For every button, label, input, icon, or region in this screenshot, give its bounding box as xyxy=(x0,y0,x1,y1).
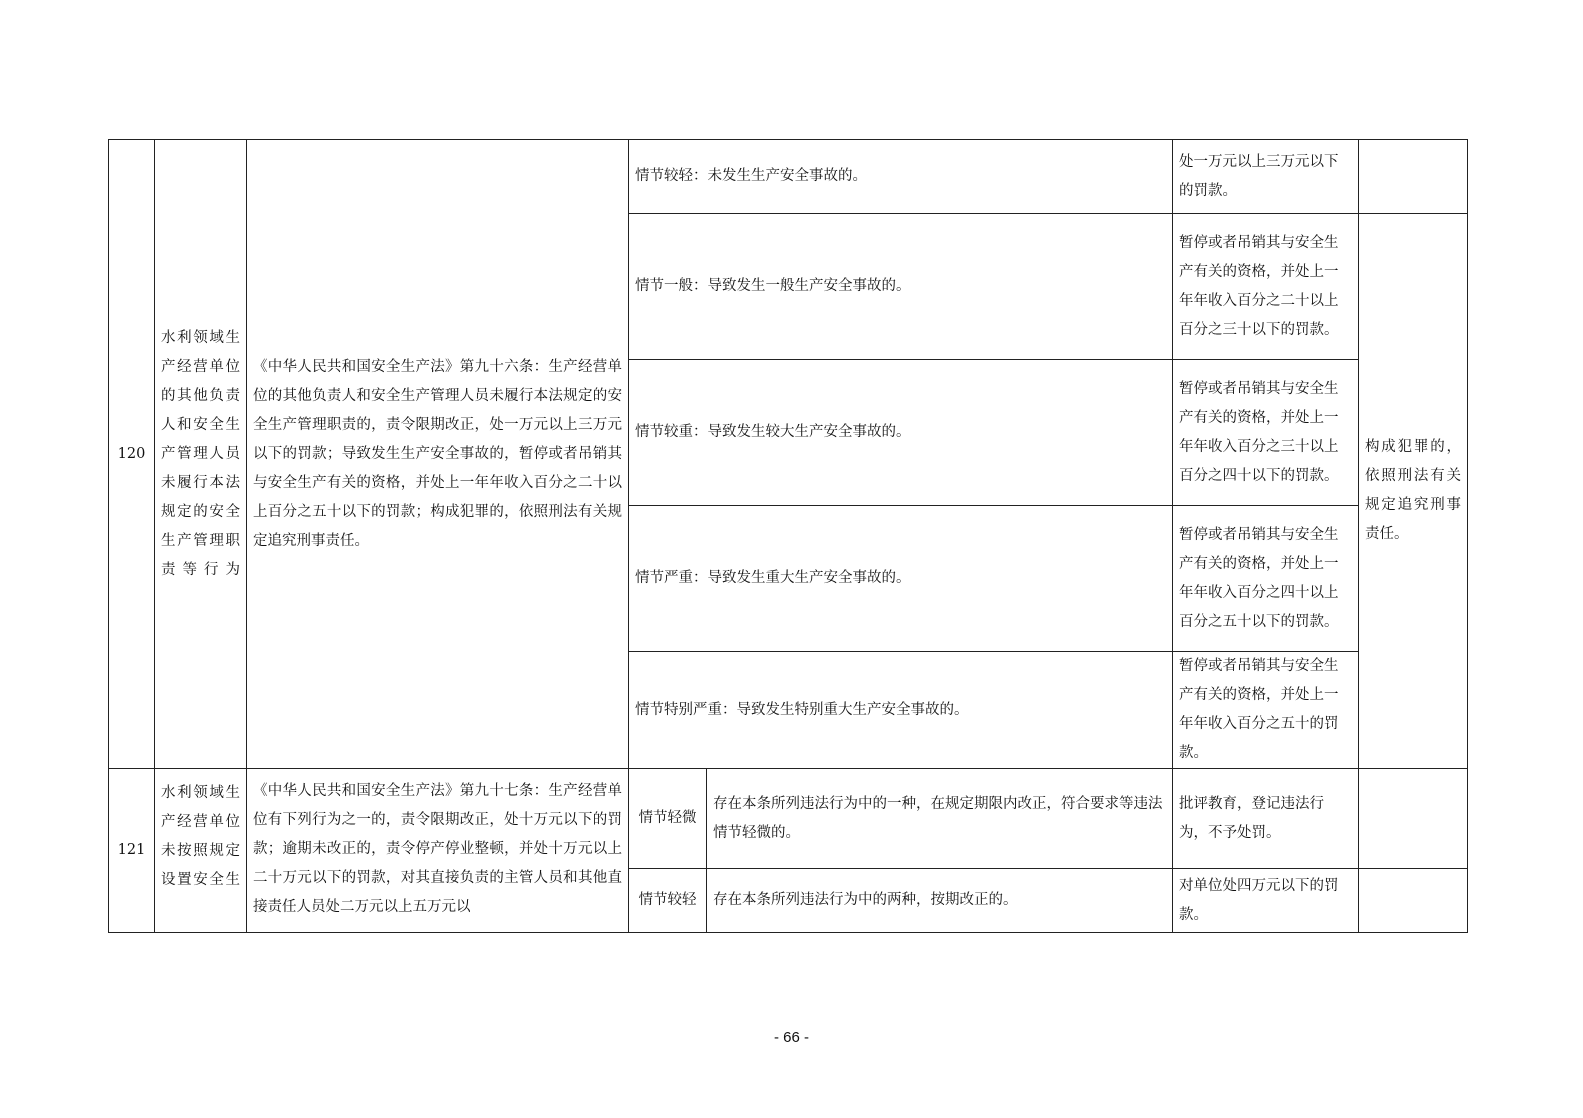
circumstance: 情节较轻：未发生生产安全事故的。 xyxy=(629,140,1173,214)
circumstance: 情节较重：导致发生较大生产安全事故的。 xyxy=(629,360,1173,506)
circumstance-level: 情节轻微 xyxy=(629,769,707,869)
page-number: - 66 - xyxy=(773,1029,809,1046)
circumstance: 情节严重：导致发生重大生产安全事故的。 xyxy=(629,506,1173,652)
violation-behavior: 水利领域生产经营单位未按照规定设置安全生 xyxy=(155,769,247,933)
circumstance: 情节一般：导致发生一般生产安全事故的。 xyxy=(629,214,1173,360)
penalty: 批评教育，登记违法行为，不予处罚。 xyxy=(1173,769,1359,869)
remark-empty xyxy=(1359,140,1468,214)
remark-empty xyxy=(1359,769,1468,869)
table-row xyxy=(109,140,1468,214)
circumstance: 存在本条所列违法行为中的两种，按期改正的。 xyxy=(707,869,1173,933)
penalty: 暂停或者吊销其与安全生产有关的资格，并处上一年年收入百分之五十的罚款。 xyxy=(1173,652,1359,769)
remark-empty xyxy=(1359,869,1468,933)
penalty: 对单位处四万元以下的罚款。 xyxy=(1173,869,1359,933)
legal-basis: 《中华人民共和国安全生产法》第九十六条：生产经营单位的其他负责人和安全生产管理人员未履行本法规定的安全生产管理职责的，责令限期改正，处一万元以上三万元以下的罚款；导致发生生产安全事故的，暂停或者吊销其与安全生产有关的资格，并处上一年年收入百分之二十以上百分之五十以下的罚款；构成犯罪的，依照刑法有关规定追究刑事责任。 xyxy=(247,140,629,769)
legal-basis: 《中华人民共和国安全生产法》第九十七条：生产经营单位有下列行为之一的，责令限期改正，处十万元以下的罚款；逾期未改正的，责令停产停业整顿，并处十万元以上二十万元以下的罚款，对其直接负责的主管人员和其他直接责任人员处二万元以上五万元以 xyxy=(247,769,629,933)
circumstance-level: 情节较轻 xyxy=(629,869,707,933)
penalty: 暂停或者吊销其与安全生产有关的资格，并处上一年年收入百分之四十以上百分之五十以下的罚款。 xyxy=(1173,506,1359,652)
circumstance: 情节特别严重：导致发生特别重大生产安全事故的。 xyxy=(629,652,1173,769)
penalty-standard-table xyxy=(108,139,1468,933)
penalty: 暂停或者吊销其与安全生产有关的资格，并处上一年年收入百分之二十以上百分之三十以下的罚款。 xyxy=(1173,214,1359,360)
circumstance: 存在本条所列违法行为中的一种，在规定期限内改正，符合要求等违法情节轻微的。 xyxy=(707,769,1173,869)
item-number: 120 xyxy=(109,140,155,769)
violation-behavior: 水利领域生产经营单位的其他负责人和安全生产管理人员未履行本法规定的安全生产管理职责等行为 xyxy=(155,140,247,769)
item-number: 121 xyxy=(109,769,155,933)
penalty: 处一万元以上三万元以下的罚款。 xyxy=(1173,140,1359,214)
table-row xyxy=(109,769,1468,869)
penalty: 暂停或者吊销其与安全生产有关的资格，并处上一年年收入百分之三十以上百分之四十以下的罚款。 xyxy=(1173,360,1359,506)
remark: 构成犯罪的，依照刑法有关规定追究刑事责任。 xyxy=(1359,214,1468,769)
